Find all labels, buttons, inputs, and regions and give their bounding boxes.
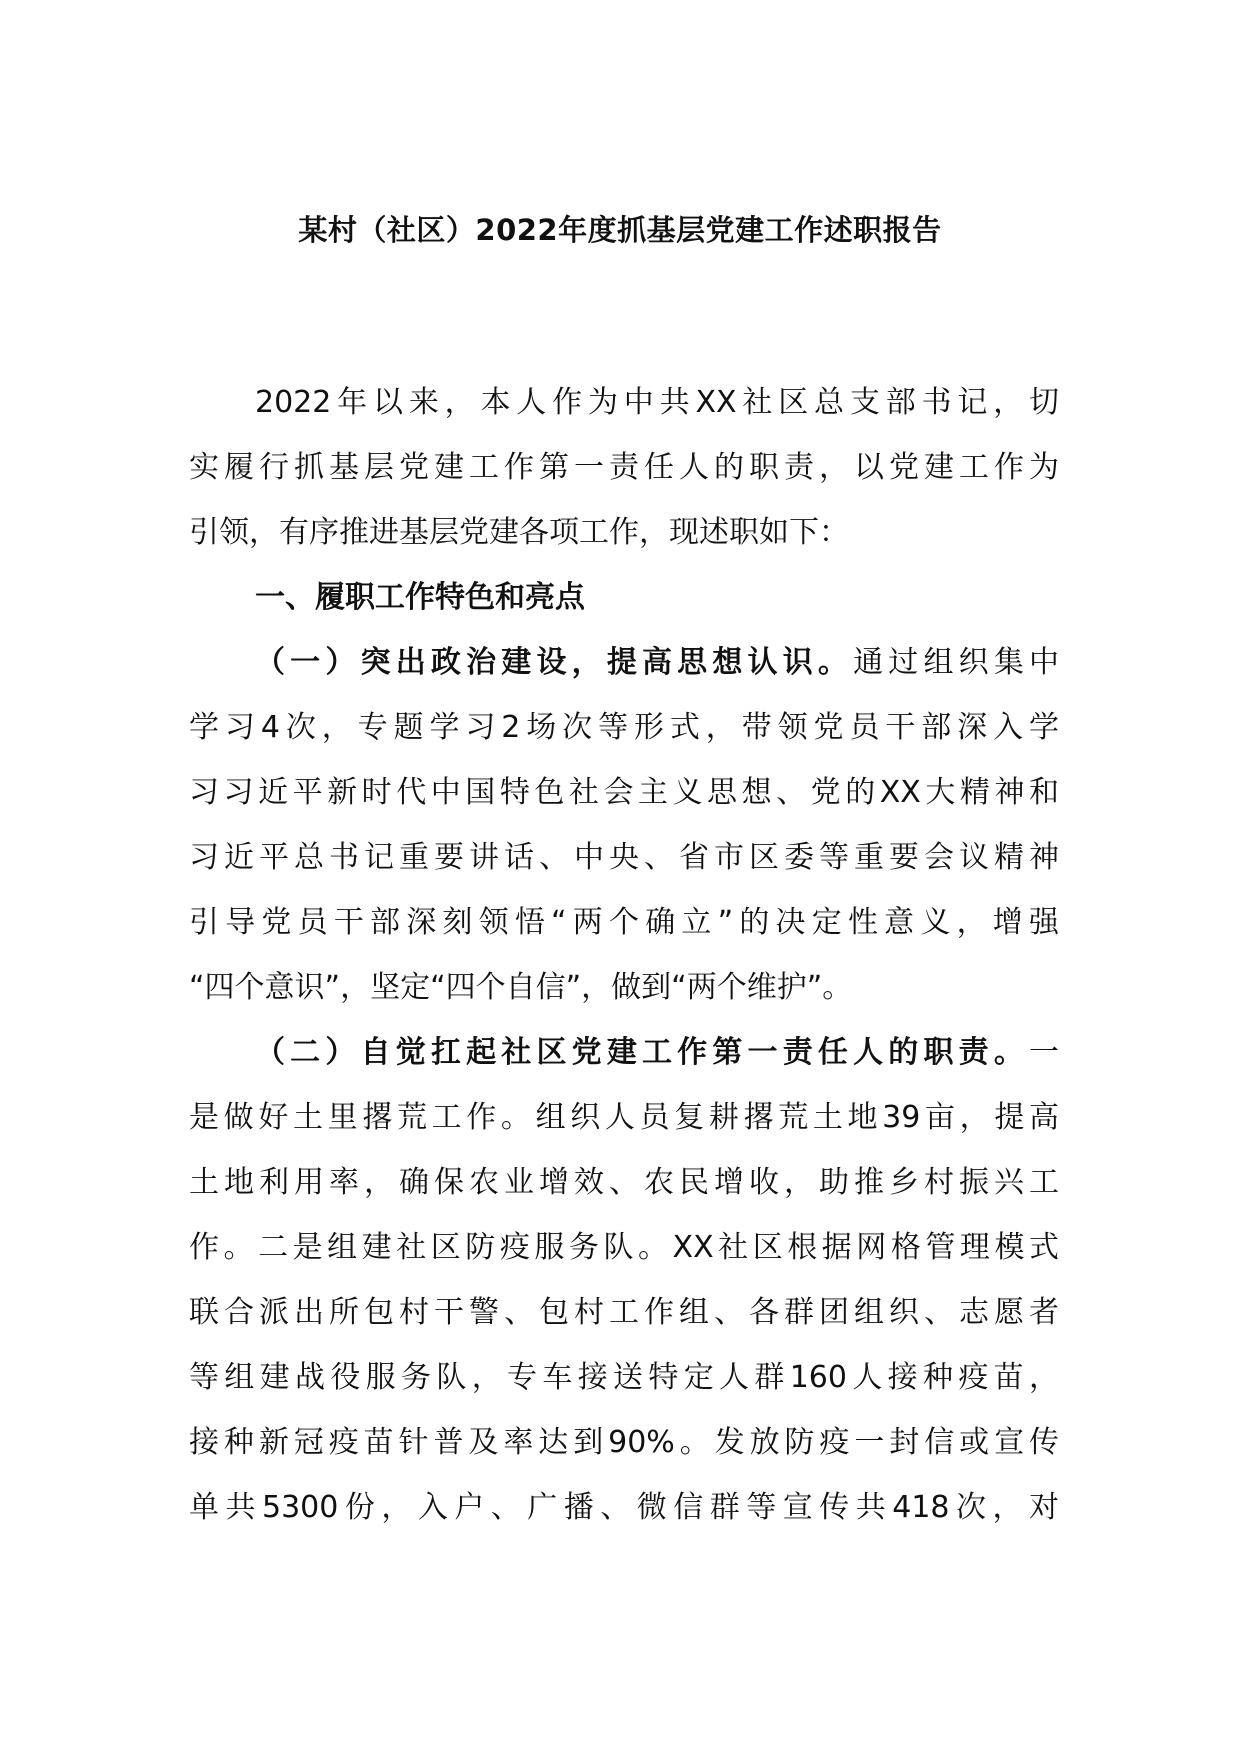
part1-heading: （一）突出政治建设，提高思想认识。 xyxy=(255,645,854,680)
part1-line: 习习近平新时代中国特色社会主义思想、党的XX大精神和 xyxy=(189,775,1059,810)
part2-line: 单共5300份，入户、广播、微信群等宣传共418次，对 xyxy=(189,1490,1059,1525)
part1-line: 习近平总书记重要讲话、中央、省市区委等重要会议精神 xyxy=(189,840,1059,875)
part1-first-line-rest: 通过组织集中 xyxy=(853,645,1060,680)
document-title: 某村（社区）2022年度抓基层党建工作述职报告 xyxy=(298,213,942,247)
intro-line: 2022年以来，本人作为中共XX社区总支部书记，切 xyxy=(255,385,1059,420)
part1-first-line xyxy=(189,630,1059,695)
part1-line: 引导党员干部深刻领悟“两个确立”的决定性意义，增强 xyxy=(189,905,1059,940)
section-heading: 一、履职工作特色和亮点 xyxy=(255,580,585,615)
part2-line: 等组建战役服务队，专车接送特定人群160人接种疫苗， xyxy=(189,1360,1059,1395)
document-body xyxy=(189,370,1059,1540)
part2-line: 土地利用率，确保农业增效、农民增收，助推乡村振兴工 xyxy=(189,1165,1059,1200)
intro-line: 引领，有序推进基层党建各项工作，现述职如下： xyxy=(189,515,849,550)
part2-line: 作。二是组建社区防疫服务队。XX社区根据网格管理模式 xyxy=(189,1230,1059,1265)
part2-line: 联合派出所包村干警、包村工作组、各群团组织、志愿者 xyxy=(189,1295,1059,1330)
intro-line: 实履行抓基层党建工作第一责任人的职责，以党建工作为 xyxy=(189,450,1059,485)
part2-line: 接种新冠疫苗针普及率达到90%。发放防疫一封信或宣传 xyxy=(189,1425,1059,1460)
part1-line: “四个意识”，坚定“四个自信”，做到“两个维护”。 xyxy=(189,970,853,1005)
part2-line: 是做好土里撂荒工作。组织人员复耕撂荒土地39亩，提高 xyxy=(189,1100,1059,1135)
part2-first-line xyxy=(189,1020,1059,1085)
part2-first-line-rest: 一 xyxy=(1029,1035,1059,1070)
part2-heading: （二）自觉扛起社区党建工作第一责任人的职责。 xyxy=(255,1035,1029,1070)
part1-line: 学习4次，专题学习2场次等形式，带领党员干部深入学 xyxy=(189,710,1059,745)
